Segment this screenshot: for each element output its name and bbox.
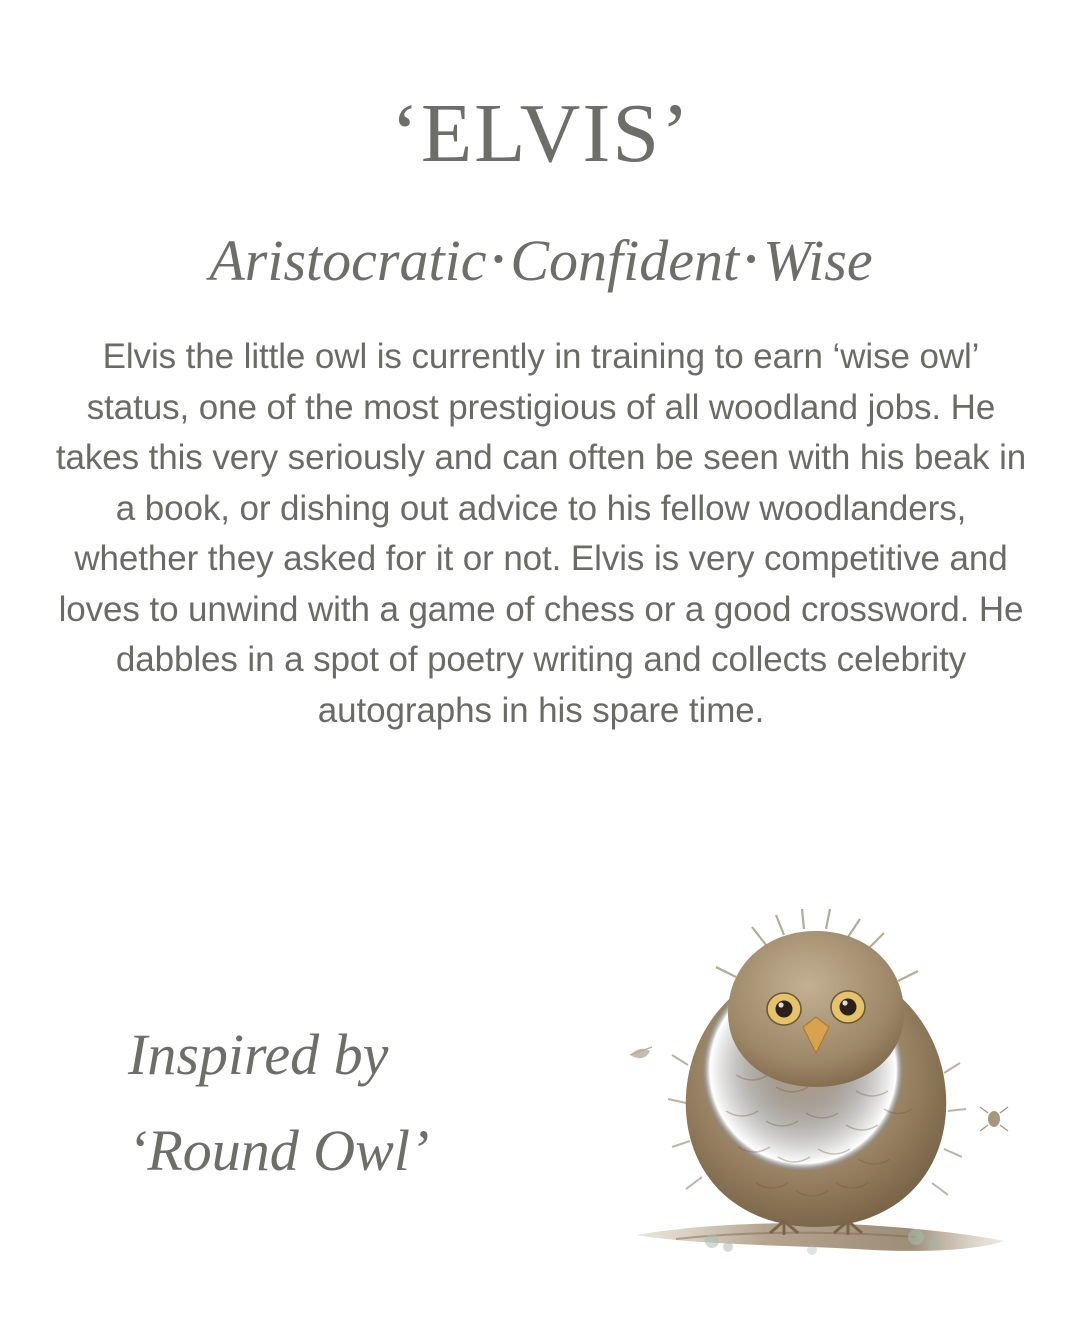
traits-line [0, 228, 1082, 294]
trait-3: Wise [763, 228, 873, 294]
bullet-separator-icon: • [745, 241, 758, 279]
product-description-card [0, 87, 1082, 1325]
inspired-by-source: ‘Round Owl’ [128, 1118, 430, 1183]
owl-illustration [616, 905, 1016, 1285]
description-text: Elvis the little owl is currently in training to earn ‘wise owl’ status, one of the most prestigious of all woodland jobs. He takes this very seriously and can often be seen with his beak in a book, or dishing out advice to his fellow woodlanders, whether they asked for it or not. Elvis is very competitive and loves to unwind with a game of chess or a good crossword. He dabbles in a spot of poetry writing and collects celebrity autographs in his spare time. [55, 337, 1027, 730]
inspired-by-block [128, 1007, 429, 1199]
inspired-by-label: Inspired by [128, 1022, 389, 1087]
small-bug [980, 1107, 1008, 1131]
page-title: ‘ELVIS’ [390, 87, 692, 180]
bullet-separator-icon: • [492, 241, 505, 279]
perch-branch [636, 1223, 1004, 1255]
floating-feather [630, 1047, 652, 1058]
trait-2: Confident [510, 228, 740, 294]
trait-1: Aristocratic [209, 228, 487, 294]
